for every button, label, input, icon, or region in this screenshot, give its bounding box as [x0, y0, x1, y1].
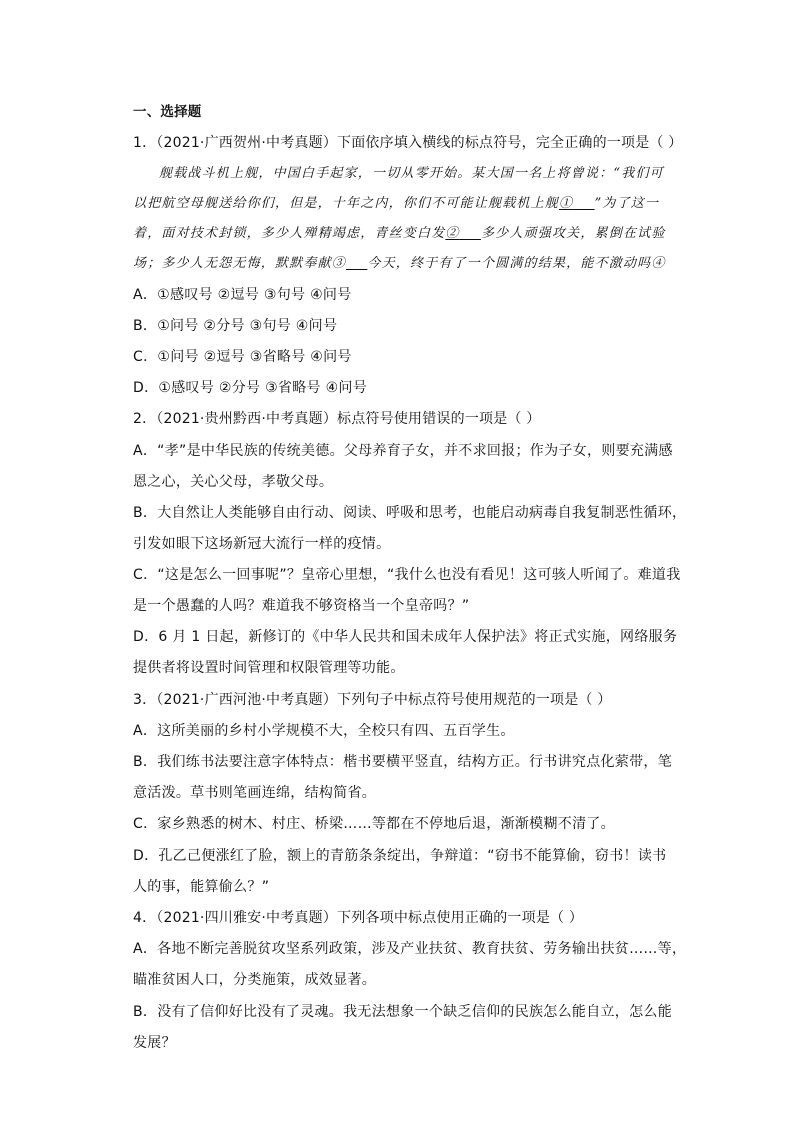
question-2-option-b[interactable]: B．大自然让人类能够自由行动、阅读、呼吸和思考，也能启动病毒自我复制恶性循环， [133, 505, 687, 521]
question-4-option-a[interactable]: A．各地不断完善脱贫攻坚系列政策，涉及产业扶贫、教育扶贫、劳务输出扶贫……等， [133, 941, 687, 957]
question-4-option-b[interactable]: B．没有了信仰好比没有了灵魂。我无法想象一个缺乏信仰的民族怎么能自立，怎么能 [133, 1004, 673, 1020]
question-3-option-c[interactable]: C．家乡熟悉的树木、村庄、桥梁……等都在不停地后退，渐渐模糊不清了。 [133, 816, 615, 832]
question-4-option-b-cont: 发展？ [133, 1035, 176, 1051]
question-4-option-a-cont: 瞄准贫困人口，分类施策，成效显著。 [133, 972, 377, 988]
question-1-passage-line-1: 舰载战斗机上舰，中国白手起家，一切从零开始。某大国一名上将曾说：“我们可 [159, 166, 664, 181]
question-2-option-c[interactable]: C．“这是怎么一回事呢”？皇帝心里想，“我什么也没有看见！这可骇人听闻了。难道我 [133, 567, 681, 583]
blank-2 [445, 226, 481, 241]
question-2-option-b-cont: 引发如眼下这场新冠大流行一样的疫情。 [133, 536, 391, 552]
question-2-option-d-cont: 提供者将设置时间管理和权限管理等功能。 [133, 660, 405, 676]
question-3-option-a[interactable]: A．这所美丽的乡村小学规模不大，全校只有四、五百学生。 [133, 723, 515, 739]
question-1-stem: 1．（2021·广西贺州·中考真题）下面依序填入横线的标点符号，完全正确的一项是（ ） [133, 135, 683, 151]
question-3-option-b-cont: 意活泼。草书则笔画连绵，结构简省。 [133, 785, 377, 801]
question-1-option-c[interactable]: C．①问号 ②逗号 ③省略号 ④问号 [133, 349, 352, 365]
passage-text: 着，面对技术封锁，多少人殚精竭虑，青丝变白发 [133, 226, 446, 241]
question-3-stem: 3．（2021·广西河池·中考真题）下列句子中标点符号使用规范的一项是（ ） [133, 692, 612, 708]
question-1-option-b[interactable]: B．①问号 ②分号 ③句号 ④问号 [133, 318, 338, 334]
question-2-option-a[interactable]: A．“孝”是中华民族的传统美德。父母养育子女，并不求回报；作为子女，则要充满感 [133, 443, 673, 459]
question-2-option-d[interactable]: D．6 月 1 日起，新修订的《中华人民共和国未成年人保护法》将正式实施，网络服务 [133, 629, 678, 645]
question-4-stem: 4．（2021·四川雅安·中考真题）下列各项中标点使用正确的一项是（ ） [133, 910, 584, 926]
passage-text: 多少人顽强攻关，累倒在试验 [480, 226, 666, 241]
question-1-passage-line-2 [133, 194, 663, 214]
question-2-option-a-cont: 恩之心，关心父母，孝敬父母。 [133, 474, 334, 490]
question-2-stem: 2．（2021·贵州黔西·中考真题）标点符号使用错误的一项是（ ） [133, 411, 541, 427]
question-3-option-d-cont: 人的事，能算偷么？” [133, 879, 270, 895]
blank-1-marker: ① [559, 196, 574, 211]
question-1-option-a[interactable]: A．①感叹号 ②逗号 ③句号 ④问号 [133, 287, 352, 303]
question-1-passage-line-4 [133, 254, 666, 274]
question-2-option-c-cont: 是一个愚蠢的人吗？难道我不够资格当一个皇帝吗？” [133, 598, 470, 614]
question-1-option-d[interactable]: D．①感叹号 ②分号 ③省略号 ④问号 [133, 380, 368, 396]
passage-text: 以把航空母舰送给你们，但是，十年之内，你们不可能让舰载机上舰 [133, 196, 560, 211]
question-3-option-d[interactable]: D．孔乙己便涨红了脸，额上的青筋条条绽出，争辩道：“窃书不能算偷，窃书！读书 [133, 848, 667, 864]
passage-text: ”为了这一 [594, 196, 660, 211]
passage-text: 场；多少人无怨无悔，默默奉献③ [133, 256, 347, 271]
blank-1 [559, 196, 595, 211]
question-3-option-b[interactable]: B．我们练书法要注意字体特点：楷书要横平竖直，结构方正。行书讲究点化萦带，笔 [133, 754, 673, 770]
blank-3 [346, 256, 367, 271]
section-title: 一、选择题 [133, 104, 202, 120]
passage-text: 今天，终于有了一个圆满的结果，能不激动吗④ [367, 256, 666, 271]
blank-2-marker: ② [445, 226, 460, 241]
question-1-passage-line-3 [133, 224, 666, 244]
